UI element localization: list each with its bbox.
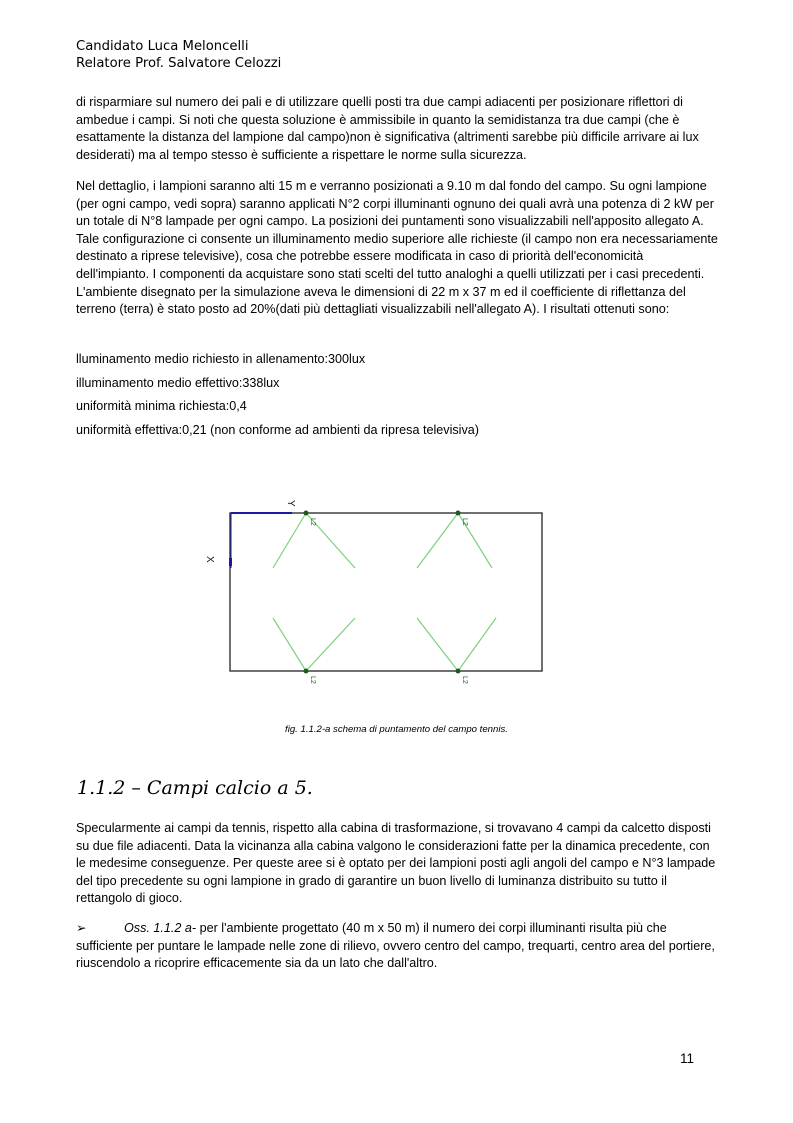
paragraph-2-text: Nel dettaglio, i lampioni saranno alti 15 m e verranno posizionati a 9.10 m dal fondo del campo. Su ogni lampione (per ogni campo, vedi sopra) saranno applicati N°2 corpi illuminanti ognuno dei quali avrà una potenza di 2 kW per un totale di N°8 lampade per ogni campo. La posizioni dei puntamenti sono visualizzabili nell'apposito allegato A. Tale configurazione ci consente un illuminamento medio superiore alle richieste (il campo non era necessariamente destinato a riprese televisive), cosa che potrebbe essere modificata in caso di priorità dell'economicità dell'impianto. I componenti da acquistare sono stati scelti del tutto analoghi a quelli utilizzati per i casi precedenti. L'ambiente disegnato per la simulazione aveva le dimensioni di 22 m x 37 m ed il coefficiente di riflettanza del terreno (terra) è stato posto ad 20%(dati più dettagliati visualizzabili nell'allegato A). I risultati ottenuti sono: (76, 179, 718, 317)
observation-lead: Oss. 1.1.2 a- (124, 921, 197, 935)
observation-text: per l'ambiente progettato (40 m x 50 m) il numero dei corpi illuminanti risulta più che sufficiente per puntare le lampade nelle zone di rilievo, ovvero centro del campo, trequarti, centro area del portiere, riuscendolo a ricoprire efficacemente sia da un lato che dall'altro. (76, 921, 715, 971)
paragraph-2 (76, 178, 718, 319)
field-outline (230, 513, 542, 671)
x-axis-tick (229, 558, 232, 566)
result-item: lluminamento medio richiesto in allenamento:300lux (76, 352, 366, 366)
lamp-label: L2 (309, 676, 316, 684)
page-header (76, 38, 281, 72)
aim-lines-bottom-right (417, 618, 496, 671)
result-item: uniformità minima richiesta:0,4 (76, 399, 247, 413)
y-axis-label: Y (285, 500, 296, 507)
section-title: 1.1.2 – Campi calcio a 5. (77, 777, 313, 799)
result-item: illuminamento medio effettivo:338lux (76, 375, 280, 390)
header-candidate: Candidato Luca Meloncelli (76, 39, 249, 54)
paragraph-1 (76, 94, 718, 164)
lamp-bottom-right (456, 669, 461, 674)
lamp-bottom-left (304, 669, 309, 674)
x-axis-label: X (204, 556, 215, 563)
observation-bullet (76, 920, 718, 973)
header-advisor: Relatore Prof. Salvatore Celozzi (76, 56, 282, 71)
figure-caption: fig. 1.1.2-a schema di puntamento del campo tennis. (285, 724, 508, 735)
lamp-label: L2 (309, 518, 316, 526)
tennis-field-diagram (200, 498, 560, 698)
arrow-bullet-icon: ➢ (76, 921, 87, 935)
aim-lines-bottom-left (273, 618, 355, 671)
lamp-label: L2 (461, 518, 468, 526)
result-item: uniformità effettiva:0,21 (non conforme ad ambienti da ripresa televisiva) (76, 422, 479, 437)
lamp-label: L2 (461, 676, 468, 684)
results-list (76, 351, 479, 445)
aim-lines-top-right (417, 513, 492, 568)
page-number: 11 (680, 1051, 695, 1066)
lamp-top-left (304, 511, 309, 516)
lamp-top-right (456, 511, 461, 516)
paragraph-3-text: Specularmente ai campi da tennis, rispetto alla cabina di trasformazione, si trovavano 4 campi da calcetto disposti su due file adiacenti. Data la vicinanza alla cabina valgono le considerazioni fatte per la dinamica precedente, con le medesime conseguenze. Per queste aree si è optato per dei lampioni posti agli angoli del campo e N°3 lampade del tipo precedente su ogni lampione in grado di garantire un buon livello di luminanza distribuito su tutto il rettangolo di gioco. (76, 821, 716, 906)
paragraph-1-text: di risparmiare sul numero dei pali e di utilizzare quelli posti tra due campi adiacenti per posizionare riflettori di ambedue i campi. Si noti che questa soluzione è ammissibile in quanto la semidistanza tra due campi (che è esattamente la distanza del lampione dal campo)non è significativa (altrimenti sarebbe più difficile arrivare ai lux desiderati) ma al tempo stesso è sufficiente a rispettare le norme sulla sicurezza. (76, 95, 699, 162)
paragraph-3 (76, 820, 718, 908)
